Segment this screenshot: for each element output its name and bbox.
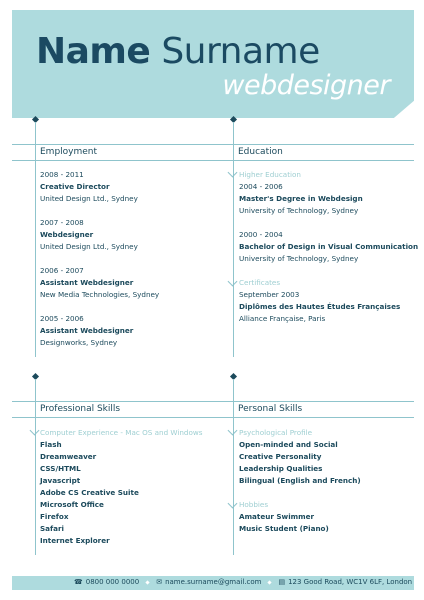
timeline-line-right (233, 122, 234, 357)
education-entry (239, 181, 419, 217)
timeline-line-left (35, 122, 36, 357)
entry-position: Webdesigner (40, 230, 94, 239)
section-rule-bottom (12, 160, 414, 161)
certificate-name: Diplômes des Hautes Études Françaises (239, 302, 401, 311)
footer-email[interactable]: name.surname@gmail.com (165, 578, 262, 586)
entry-dates: 2000 - 2004 (239, 230, 283, 239)
entry-company: New Media Technologies, Sydney (40, 290, 160, 299)
certificates-label: Certificates (239, 278, 281, 287)
profile-item: Bilingual (English and French) (239, 476, 361, 485)
section-title-professional-skills: Professional Skills (40, 404, 121, 414)
skill-item: Flash (40, 440, 62, 449)
skill-item: Firefox (40, 512, 69, 521)
skill-item: Javascript (40, 476, 81, 485)
address-icon: ▤ (278, 578, 286, 586)
education-entry (239, 229, 419, 265)
separator-dot (268, 580, 272, 584)
timeline-line-right (233, 379, 234, 555)
skill-item: Internet Explorer (40, 536, 110, 545)
entry-dates: 2005 - 2006 (40, 314, 84, 323)
profile-item: Creative Personality (239, 452, 322, 461)
section-title-education: Education (238, 147, 283, 157)
certificate-date: September 2003 (239, 290, 300, 299)
job-title: webdesigner (222, 70, 390, 101)
footer-address: 123 Good Road, WC1V 6LF, London (288, 578, 413, 586)
section-rule-top (12, 401, 414, 402)
certificate-entry (239, 289, 419, 325)
email-icon: ✉ (156, 578, 163, 586)
entry-degree: Master's Degree in Webdesign (239, 194, 363, 203)
contact-footer (12, 576, 414, 590)
subsection-marker (30, 426, 40, 436)
entry-company: United Design Ltd., Sydney (40, 194, 138, 203)
hobby-item: Music Student (Piano) (239, 524, 329, 533)
employment-list (40, 169, 220, 349)
certificate-school: Alliance Française, Paris (239, 314, 326, 323)
profile-item: Leadership Qualities (239, 464, 323, 473)
section-rule-bottom (12, 417, 414, 418)
profile-item: Open-minded and Social (239, 440, 338, 449)
timeline-line-left (35, 379, 36, 555)
section-title-personal-skills: Personal Skills (238, 404, 303, 414)
first-name: Name (36, 31, 151, 72)
skill-item: Microsoft Office (40, 500, 104, 509)
subsection-marker (228, 499, 238, 509)
higher-education-label: Higher Education (239, 170, 301, 179)
last-name: Surname (161, 31, 320, 72)
section-rule-top (12, 144, 414, 145)
skill-item: Safari (40, 524, 65, 533)
separator-dot (146, 580, 150, 584)
entry-school: University of Technology, Sydney (239, 254, 359, 263)
entry-company: United Design Ltd., Sydney (40, 242, 138, 251)
employment-entry (40, 313, 220, 349)
entry-degree: Bachelor of Design in Visual Communication (239, 242, 419, 251)
skill-item: Adobe CS Creative Suite (40, 488, 139, 497)
subsection-marker (228, 277, 238, 287)
entry-position: Creative Director (40, 182, 110, 191)
entry-school: University of Technology, Sydney (239, 206, 359, 215)
employment-entry (40, 169, 220, 205)
education-list (239, 169, 419, 325)
skill-item: CSS/HTML (40, 464, 81, 473)
full-name (36, 32, 320, 72)
entry-position: Assistant Webdesigner (40, 278, 134, 287)
employment-entry (40, 217, 220, 253)
personal-skills-list (239, 427, 419, 535)
psychological-profile-label: Psychological Profile (239, 428, 313, 437)
entry-dates: 2006 - 2007 (40, 266, 84, 275)
entry-dates: 2004 - 2006 (239, 182, 283, 191)
entry-company: Designworks, Sydney (40, 338, 118, 347)
footer-phone: 0800 000 0000 (85, 578, 140, 586)
entry-dates: 2008 - 2011 (40, 170, 84, 179)
skill-item: Dreamweaver (40, 452, 97, 461)
professional-skills-list (40, 427, 225, 547)
employment-entry (40, 265, 220, 301)
computer-experience-label: Computer Experience - Mac OS and Windows (40, 428, 203, 437)
phone-icon: ☎ (74, 578, 83, 586)
entry-position: Assistant Webdesigner (40, 326, 134, 335)
subsection-marker (228, 168, 238, 178)
hobbies-label: Hobbies (239, 500, 269, 509)
entry-dates: 2007 - 2008 (40, 218, 84, 227)
subsection-marker (228, 426, 238, 436)
hobby-item: Amateur Swimmer (239, 512, 315, 521)
section-title-employment: Employment (40, 147, 98, 157)
